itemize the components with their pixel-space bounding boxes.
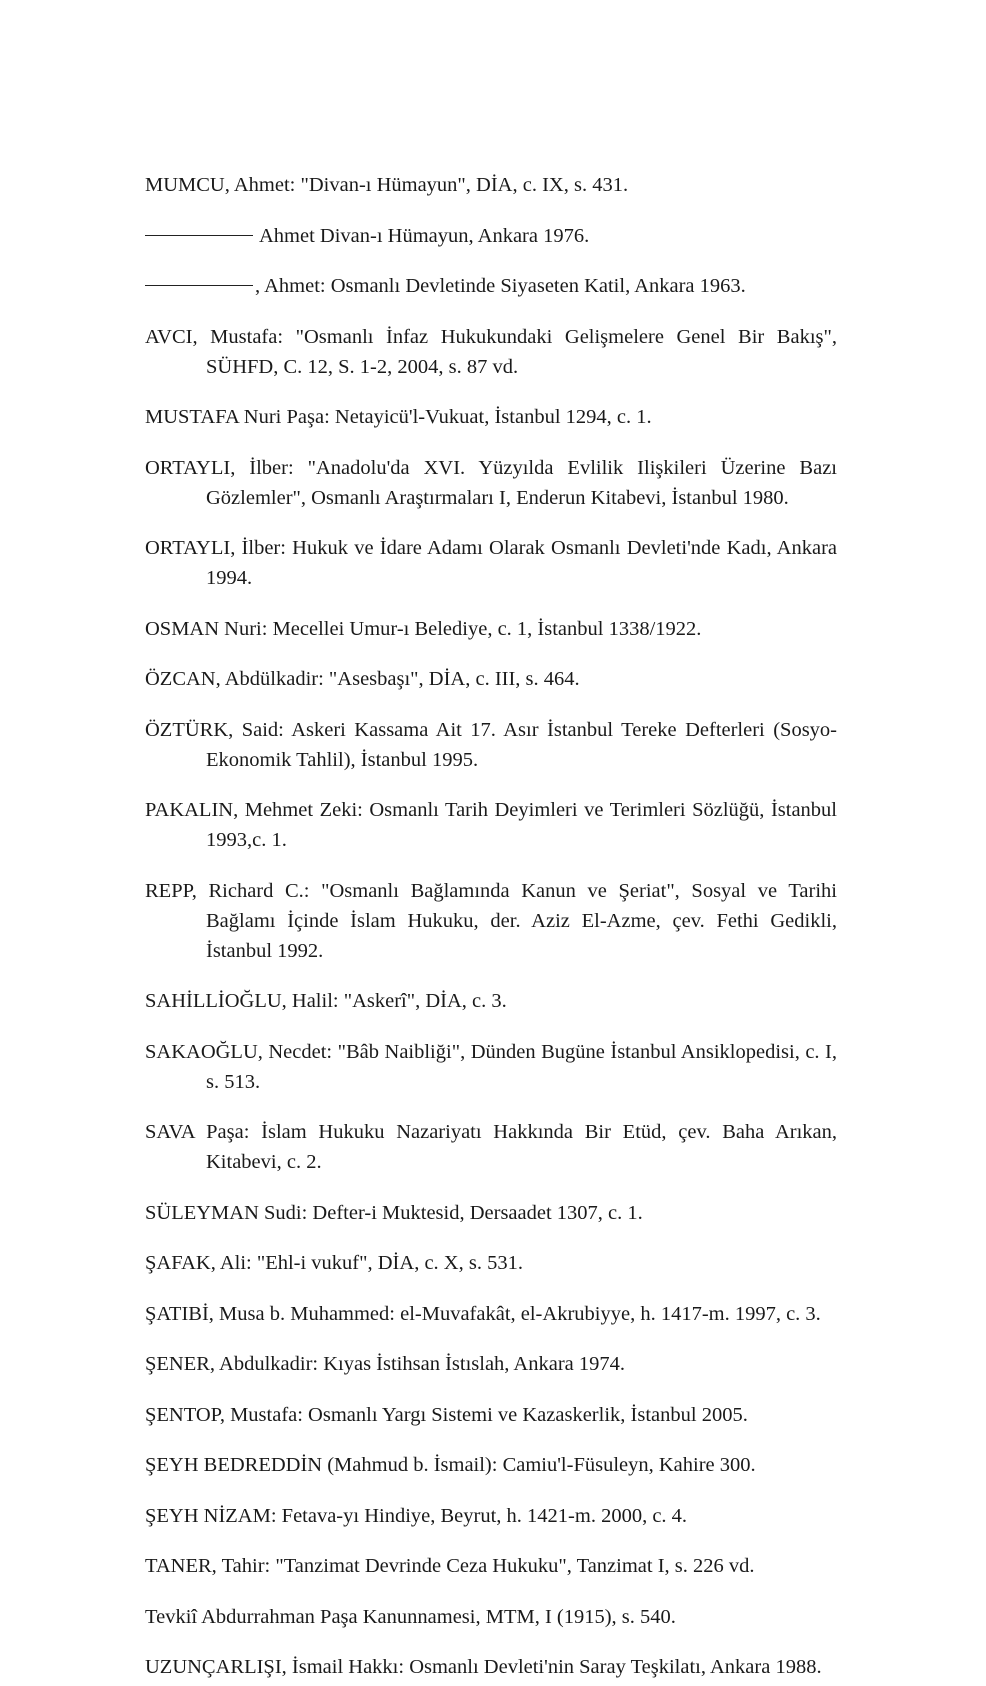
bibliography-entry	[145, 221, 837, 251]
bibliography-entry	[145, 1450, 837, 1480]
entry-text: ŞEYH NİZAM: Fetava-yı Hindiye, Beyrut, h. 1421-m. 2000, c. 4.	[145, 1504, 688, 1527]
entry-text: AVCI, Mustafa: "Osmanlı İnfaz Hukukundaki Gelişmelere Genel Bir Bakış", SÜHFD, C. 12, S. 1-2, 2004, s. 87 vd.	[145, 325, 837, 378]
entry-text: SÜLEYMAN Sudi: Defter-i Muktesid, Dersaadet 1307, c. 1.	[145, 1201, 643, 1224]
entry-text: ÖZCAN, Abdülkadir: "Asesbaşı", DİA, c. III, s. 464.	[145, 668, 580, 690]
bibliography-entry	[145, 533, 837, 593]
entry-text: SAVA Paşa: İslam Hukuku Nazariyatı Hakkında Bir Etüd, çev. Baha Arıkan, Kitabevi, c. 2.	[145, 1121, 837, 1173]
entry-text: ORTAYLI, İlber: "Anadolu'da XVI. Yüzyılda Evlilik Ilişkileri Üzerine Bazı Gözlemler", Osmanlı Araştırmaları I, Enderun Kitabevi, İstanbul 1980.	[145, 456, 837, 509]
bibliography-entry	[145, 170, 837, 200]
entry-text: REPP, Richard C.: "Osmanlı Bağlamında Kanun ve Şeriat", Sosyal ve Tarihi Bağlamı İçinde İslam Hukuku, der. Aziz El-Azme, çev. Fethi Gedikli, İstanbul 1992.	[145, 879, 837, 962]
bibliography-entry	[145, 1037, 837, 1097]
entry-text: PAKALIN, Mehmet Zeki: Osmanlı Tarih Deyimleri ve Terimleri Sözlüğü, İstanbul 1993,c. 1.	[145, 799, 837, 851]
entry-text: ŞAFAK, Ali: "Ehl-i vukuf", DİA, c. X, s. 531.	[145, 1252, 523, 1274]
bibliography-entry	[145, 1248, 837, 1278]
repeat-author-rule	[145, 235, 253, 236]
bibliography-entry	[145, 1652, 837, 1682]
entry-text: OSMAN Nuri: Mecellei Umur-ı Belediye, c. 1, İstanbul 1338/1922.	[145, 617, 702, 640]
bibliography-entry	[145, 795, 837, 855]
bibliography-entry	[145, 322, 837, 382]
bibliography-entry	[145, 1602, 837, 1632]
bibliography-entry	[145, 453, 837, 513]
entry-text: SAKAOĞLU, Necdet: "Bâb Naibliği", Dünden Bugüne İstanbul Ansiklopedisi, c. I, s. 513.	[145, 1040, 837, 1093]
entry-text: UZUNÇARLIŞI, İsmail Hakkı: Osmanlı Devleti'nin Saray Teşkilatı, Ankara 1988.	[145, 1656, 822, 1678]
repeat-author-rule	[145, 285, 253, 286]
bibliography-entry	[145, 1501, 837, 1531]
bibliography-entry	[145, 1349, 837, 1379]
entry-text: TANER, Tahir: "Tanzimat Devrinde Ceza Hukuku", Tanzimat I, s. 226 vd.	[145, 1555, 755, 1577]
bibliography-entry	[145, 1117, 837, 1177]
entry-text: ŞATIBİ, Musa b. Muhammed: el-Muvafakât, el-Akrubiyye, h. 1417-m. 1997, c. 3.	[145, 1302, 821, 1325]
entry-text: , Ahmet: Osmanlı Devletinde Siyaseten Katil, Ankara 1963.	[255, 275, 746, 297]
bibliography-entry	[145, 1299, 837, 1329]
bibliography-entry	[145, 1400, 837, 1430]
entry-text: ŞENER, Abdulkadir: Kıyas İstihsan İstıslah, Ankara 1974.	[145, 1353, 625, 1375]
bibliography-entry	[145, 271, 837, 301]
bibliography-entry	[145, 876, 837, 966]
entry-text: SAHİLLİOĞLU, Halil: "Askerî", DİA, c. 3.	[145, 990, 507, 1012]
bibliography-entry	[145, 1551, 837, 1581]
entry-text: ŞEYH BEDREDDİN (Mahmud b. İsmail): Camiu'l-Füsuleyn, Kahire 300.	[145, 1454, 756, 1476]
entry-text: ORTAYLI, İlber: Hukuk ve İdare Adamı Olarak Osmanlı Devleti'nde Kadı, Ankara 1994.	[145, 537, 837, 589]
bibliography-entry	[145, 614, 837, 644]
entry-text: MUSTAFA Nuri Paşa: Netayicü'l-Vukuat, İstanbul 1294, c. 1.	[145, 406, 652, 428]
bibliography-entry	[145, 402, 837, 432]
bibliography-entry	[145, 664, 837, 694]
entry-text: ŞENTOP, Mustafa: Osmanlı Yargı Sistemi ve Kazaskerlik, İstanbul 2005.	[145, 1403, 748, 1426]
bibliography-entry	[145, 1198, 837, 1228]
bibliography-list	[145, 170, 837, 1686]
entry-text: ÖZTÜRK, Said: Askeri Kassama Ait 17. Asır İstanbul Tereke Defterleri (Sosyo-Ekonomik Tahlil), İstanbul 1995.	[145, 718, 837, 771]
entry-text: Ahmet Divan-ı Hümayun, Ankara 1976.	[259, 224, 590, 247]
entry-text: Tevkiî Abdurrahman Paşa Kanunnamesi, MTM, I (1915), s. 540.	[145, 1605, 676, 1628]
entry-text: MUMCU, Ahmet: "Divan-ı Hümayun", DİA, c. IX, s. 431.	[145, 174, 629, 196]
bibliography-entry	[145, 986, 837, 1016]
bibliography-entry	[145, 715, 837, 775]
